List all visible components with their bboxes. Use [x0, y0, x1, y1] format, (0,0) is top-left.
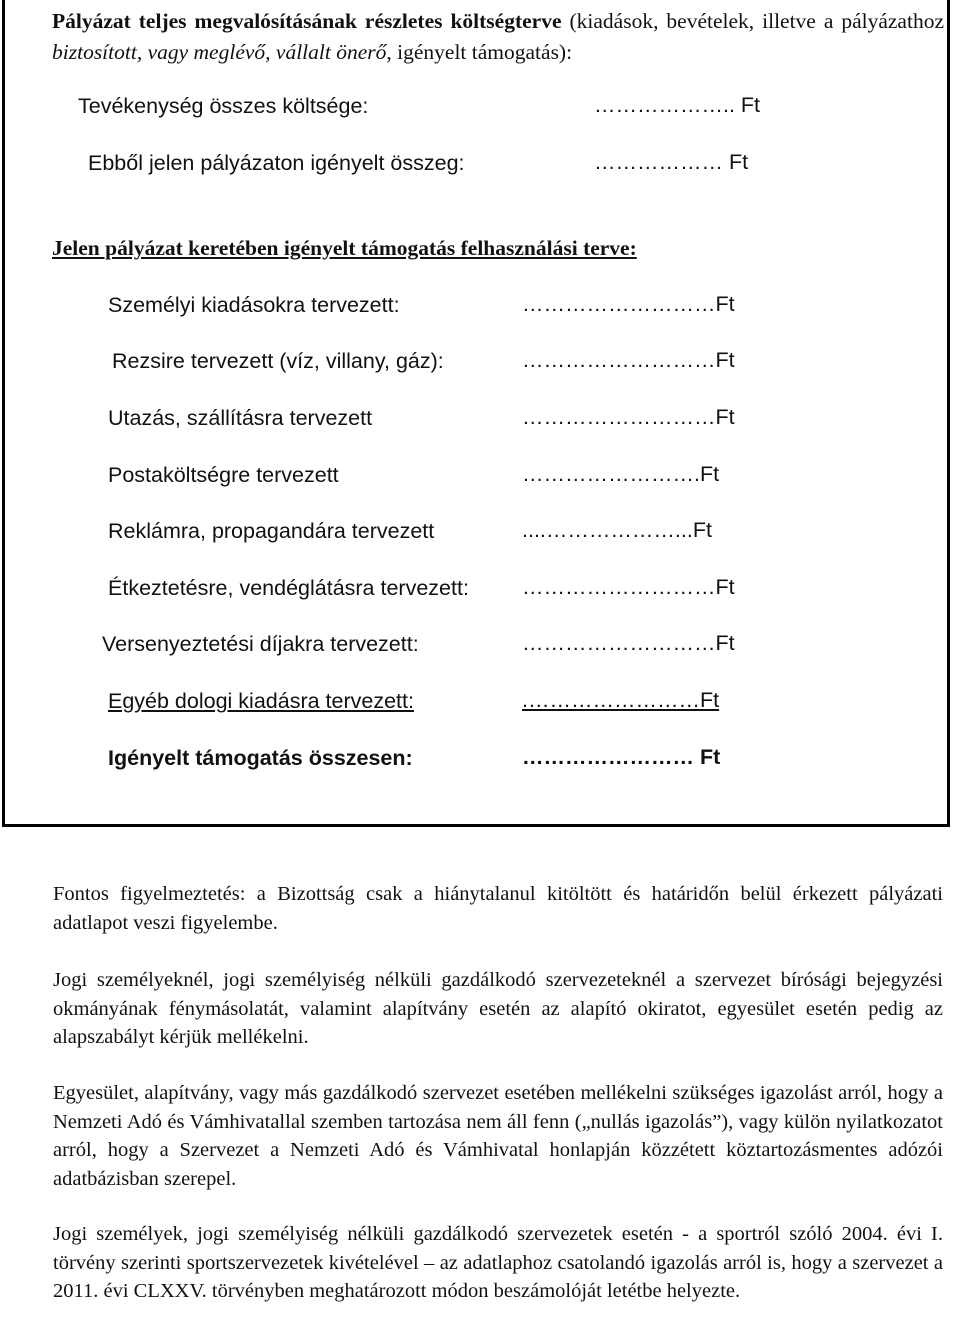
item-other-value[interactable]: .……………………Ft [522, 688, 720, 712]
item-advertising-label: Reklámra, propagandára tervezett [108, 519, 435, 543]
section-title-rest-2: , igényelt támogatás): [386, 40, 573, 64]
item-utilities-value[interactable]: ………………………Ft [522, 348, 735, 372]
section-title-bold: Pályázat teljes megvalósításának részletes költségterve [52, 9, 562, 33]
item-catering-value[interactable]: ………………………Ft [522, 575, 735, 599]
item-travel-label: Utazás, szállításra tervezett [108, 406, 373, 430]
item-competition-fees-label: Versenyeztetési díjakra tervezett: [102, 632, 419, 656]
item-utilities-label: Rezsire tervezett (víz, villany, gáz): [112, 349, 444, 373]
item-personnel-label: Személyi kiadásokra tervezett: [108, 293, 400, 317]
item-advertising-value[interactable]: ....………………...Ft [522, 518, 712, 542]
requested-amount-label: Ebből jelen pályázaton igényelt összeg: [88, 151, 465, 175]
item-travel-value[interactable]: ………………………Ft [522, 405, 735, 429]
total-requested-value[interactable]: …………………… Ft [522, 745, 721, 769]
note-legal-entities: Jogi személyeknél, jogi személyiség nélküli gazdálkodó szervezeteknél a szervezet bírósági bejegyzési okmányának fénymásolatát, valamint alapítvány esetén az alapító okiratot, egyesület esetén pedig az alapszabályt kérjük mellékelni. [53, 969, 943, 1048]
section-title-italic: biztosított, vagy meglévő, vállalt önerő [52, 40, 387, 64]
section-heading [18, 6, 944, 68]
section-title-rest-1: (kiadások, bevételek, illetve a pályázathoz [561, 9, 944, 33]
item-postage-label: Postaköltségre tervezett [108, 463, 339, 487]
note-financial-report: Jogi személyek, jogi személyiség nélküli gazdálkodó szervezetek esetén - a sportról szóló 2004. évi I. törvény szerinti sportszervezetek kivételével – az adatlaphoz csatolandó igazolás arról is, hogy a szervezet a 2011. évi CLXXV. törvényben meghatározott módon beszámolóját letétbe helyezte. [53, 1223, 943, 1302]
requested-amount-value[interactable]: ……………… Ft [594, 150, 749, 174]
note-tax-certificate: Egyesület, alapítvány, vagy más gazdálkodó szervezet esetében mellékelni szükséges igazolást arról, hogy a Nemzeti Adó és Vámhivatallal szemben tartozása nem áll fenn („nullás igazolás”), vagy külön nyilatkozatot arról, hogy a Szervezet a Nemzeti Adó és Vámhivatal honlapján közzétett köztartozásmentes adózói adatbázisban szerepel. [53, 1082, 943, 1190]
item-postage-value[interactable]: …………………….Ft [522, 462, 720, 486]
total-cost-label: Tevékenység összes költsége: [78, 94, 369, 118]
item-personnel-value[interactable]: ………………………Ft [522, 292, 735, 316]
item-competition-fees-value[interactable]: ………………………Ft [522, 631, 735, 655]
item-other-label: Egyéb dologi kiadásra tervezett: [108, 689, 414, 713]
total-cost-value[interactable]: ……………….. Ft [594, 93, 761, 117]
total-requested-label: Igényelt támogatás összesen: [108, 746, 413, 770]
note-important-warning: Fontos figyelmeztetés: a Bizottság csak a hiánytalanul kitöltött és határidőn belül érkezett pályázati adatlapot veszi figyelembe. [53, 883, 943, 934]
usage-plan-heading: Jelen pályázat keretében igényelt támogatás felhasználási terve: [52, 236, 637, 260]
section-number [18, 6, 52, 37]
item-catering-label: Étkeztetésre, vendéglátásra tervezett: [108, 576, 469, 600]
